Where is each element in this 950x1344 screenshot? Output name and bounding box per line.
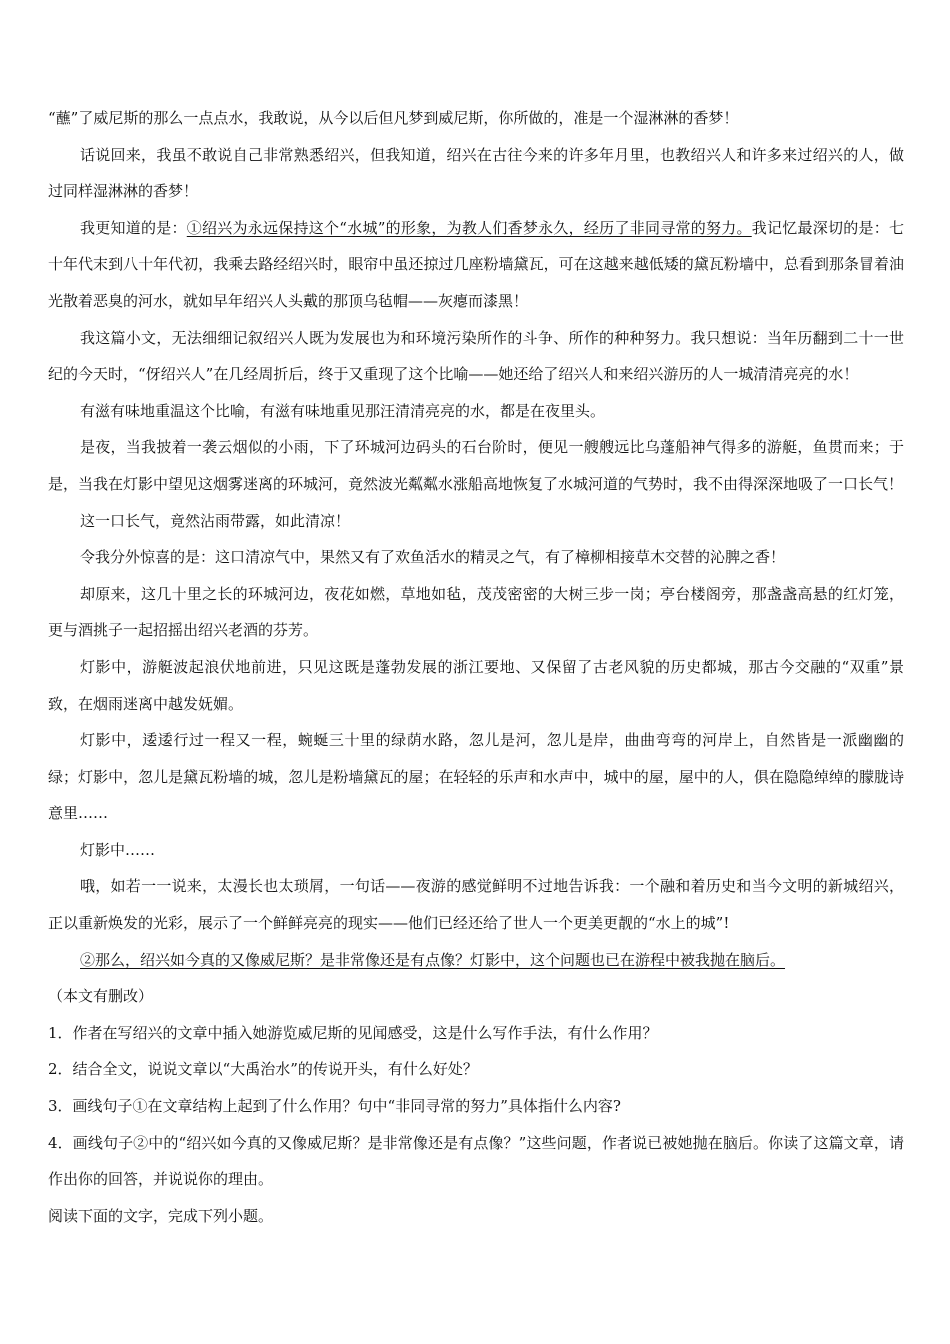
paragraph-7: 令我分外惊喜的是：这口清凉气中，果然又有了欢鱼活水的精灵之气，有了樟柳相接草木交替的沁脾之香！ bbox=[80, 548, 786, 567]
paragraph-6: 这一口长气，竟然沾雨带露，如此清凉！ bbox=[80, 511, 351, 530]
paragraph-1: 话说回来，我虽不敢说自己非常熟悉绍兴，但我知道，绍兴在古往今来的许多年月里，也教绍兴人和许多来过绍兴的人，做过同样湿淋淋的香梦！ bbox=[48, 145, 904, 201]
paragraph-2-rest: 我记忆最深切的是：七十年代末到八十年代初，我乘去路经绍兴时，眼帘中虽还掠过几座粉墙黛瓦，可在这越来越低矮的黛瓦粉墙中，总看到那条冒着油光散着恶臭的河水，就如早年绍兴人头戴的那顶乌毡帽——灰瘪而漆黑！ bbox=[48, 218, 904, 310]
paragraph-11: 灯影中…… bbox=[80, 840, 156, 859]
paragraph-10: 灯影中，逶逶行过一程又一程，蜿蜒三十里的绿荫水路，忽儿是河，忽儿是岸，曲曲弯弯的河岸上，自然皆是一派幽幽的绿；灯影中，忽儿是黛瓦粉墙的城，忽儿是粉墙黛瓦的屋；在轻轻的乐声和水声中，城中的屋，屋中的人，俱在隐隐绰绰的朦胧诗意里…… bbox=[48, 731, 904, 823]
paragraph-4: 有滋有味地重温这个比喻，有滋有味地重见那汪清清亮亮的水，都是在夜里头。 bbox=[80, 401, 606, 420]
paragraph-0: “蘸”了威尼斯的那么一点点水，我敢说，从今以后但凡梦到威尼斯，你所做的，准是一个湿淋淋的香梦！ bbox=[48, 109, 739, 127]
underlined-sentence-1: ①绍兴为永远保持这个“水城”的形象，为教人们香梦永久，经历了非同寻常的努力。 bbox=[186, 218, 752, 237]
paragraph-8: 却原来，这几十里之长的环城河边，夜花如燃，草地如毡，茂茂密密的大树三步一岗；亭台楼阁旁，那盏盏高悬的红灯笼，更与酒挑子一起招摇出绍兴老酒的芬芳。 bbox=[48, 584, 904, 640]
paragraph-5: 是夜，当我披着一袭云烟似的小雨，下了环城河边码头的石台阶时，便见一艘艘远比乌蓬船神气得多的游艇，鱼贯而来；于是，当我在灯影中望见这烟雾迷离的环城河，竟然波光粼粼水涨船高地恢复了水城河道的气势时，我不由得深深地吸了一口长气！ bbox=[48, 438, 904, 493]
question-4: 4．画线句子②中的“绍兴如今真的又像威尼斯？是非常像还是有点像？”这些问题，作者说已被她抛在脑后。你读了这篇文章，请作出你的回答，并说说你的理由。 bbox=[48, 1133, 904, 1189]
paragraph-2-lead: 我更知道的是： bbox=[80, 218, 187, 237]
question-3: 3．画线句子①在文章结构上起到了什么作用？句中“非同寻常的努力”具体指什么内容? bbox=[48, 1097, 621, 1116]
document-body bbox=[48, 100, 904, 1234]
paragraph-13 bbox=[48, 942, 904, 979]
question-1: 1．作者在写绍兴的文章中插入她游览威尼斯的见闻感受，这是什么写作手法，有什么作用？ bbox=[48, 1023, 658, 1042]
paragraph-9: 灯影中，游艇波起浪伏地前进，只见这既是蓬勃发展的浙江要地、又保留了古老风貌的历史都城，那古今交融的“双重”景致，在烟雨迷离中越发妩媚。 bbox=[48, 657, 904, 713]
paragraph-12: 哦，如若一一说来，太漫长也太琐屑，一句话——夜游的感觉鲜明不过地告诉我：一个融和着历史和当今文明的新城绍兴，正以重新焕发的光彩，展示了一个鲜鲜亮亮的现实——他们已经还给了世人一个更美更靓的“水上的城”! bbox=[48, 877, 904, 933]
underlined-sentence-2: ②那么，绍兴如今真的又像威尼斯？是非常像还是有点像？灯影中，这个问题也已在游程中被我抛在脑后。 bbox=[80, 950, 786, 969]
source-note: （本文有删改） bbox=[48, 987, 154, 1006]
next-instruction: 阅读下面的文字，完成下列小题。 bbox=[48, 1206, 274, 1225]
question-2: 2．结合全文，说说文章以“大禹治水”的传说开头，有什么好处？ bbox=[48, 1060, 478, 1079]
paragraph-2 bbox=[48, 210, 904, 320]
paragraph-3: 我这篇小文，无法细细记叙绍兴人既为发展也为和环境污染所作的斗争、所作的种种努力。我只想说：当年历翻到二十一世纪的今天时，“伢绍兴人”在几经周折后，终于又重现了这个比喻——她还给了绍兴人和来绍兴游历的人一城清清亮亮的水！ bbox=[48, 328, 904, 384]
